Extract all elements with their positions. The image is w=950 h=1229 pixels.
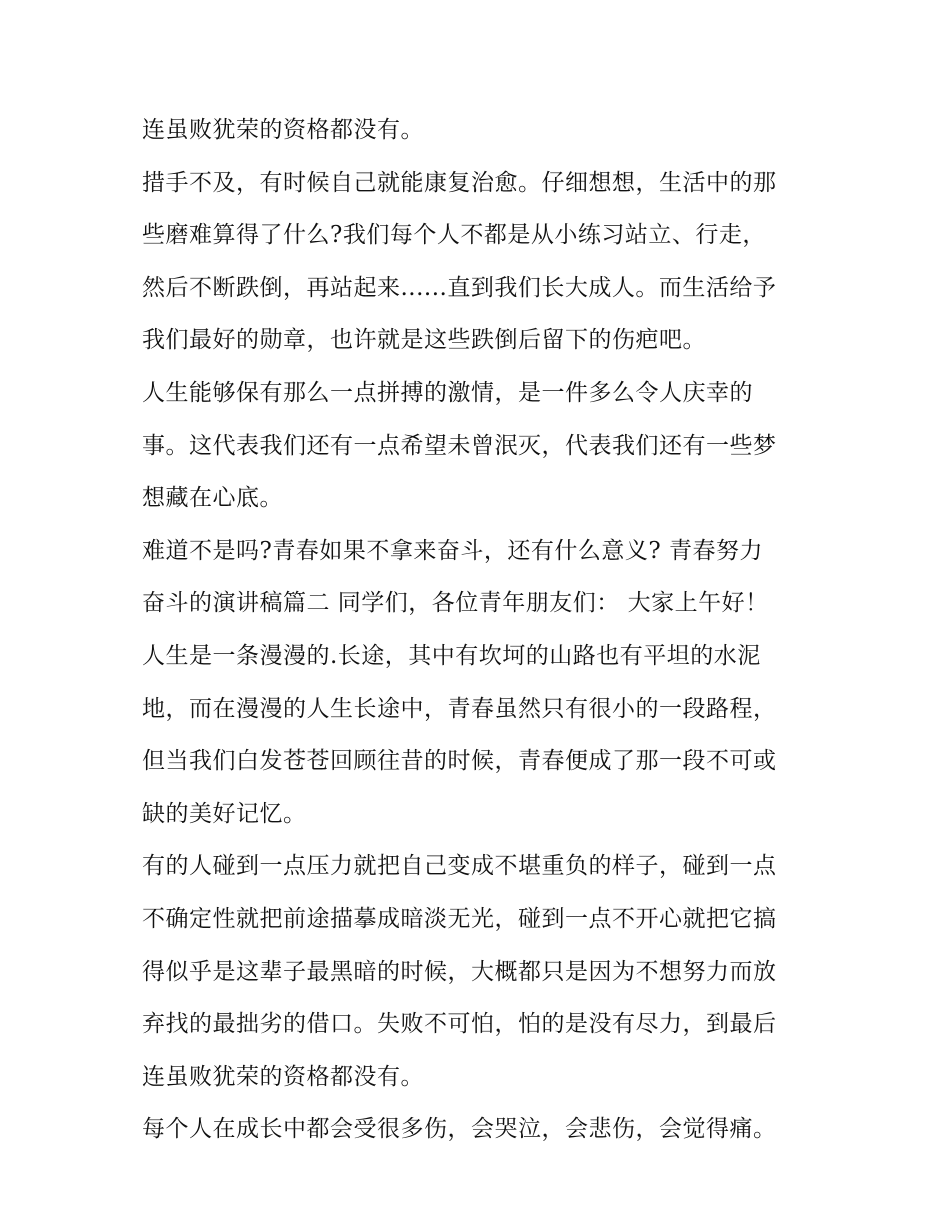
text-line-10: 奋斗的演讲稿篇二 同学们，各位青年朋友们： 大家上午好！ [142,590,769,617]
text-line-1: 连虽败犹荣的资格都没有。 [142,117,424,143]
text-line-14: 缺的美好记忆。 [142,800,307,827]
text-line-2: 措手不及，有时候自己就能康复治愈。仔细想想，生活中的那 [142,169,777,196]
text-line-15: 有的人碰到一点压力就把自己变成不堪重负的样子，碰到一点 [142,853,777,880]
text-line-16: 不确定性就把前途描摹成暗淡无光，碰到一点不开心就把它搞 [142,905,777,932]
text-line-17: 得似乎是这辈子最黑暗的时候，大概都只是因为不想努力而放 [142,958,777,985]
text-line-13: 但当我们白发苍苍回顾往昔的时候，青春便成了那一段不可或 [142,748,777,775]
text-line-18: 弃找的最拙劣的借口。失败不可怕，怕的是没有尽力，到最后 [142,1011,777,1038]
text-line-3: 些磨难算得了什么?我们每个人不都是从小练习站立、行走， [142,222,766,249]
text-line-19: 连虽败犹荣的资格都没有。 [142,1063,424,1090]
text-line-5: 我们最好的勋章，也许就是这些跌倒后留下的伤疤吧。 [142,327,706,354]
document-body [142,104,822,1156]
text-line-8: 想藏在心底。 [142,485,283,512]
text-line-20: 每个人在成长中都会受很多伤，会哭泣，会悲伤，会觉得痛。 [142,1116,777,1143]
text-line-11: 人生是一条漫漫的.长途，其中有坎坷的山路也有平坦的水泥 [142,642,761,669]
text-line-9: 难道不是吗?青春如果不拿来奋斗，还有什么意义? 青春努力 [142,537,763,564]
text-line-12: 地，而在漫漫的人生长途中，青春虽然只有很小的一段路程， [142,695,777,722]
text-line-6: 人生能够保有那么一点拼搏的激情，是一件多么令人庆幸的 [142,379,753,406]
text-line-7: 事。这代表我们还有一点希望未曾泯灭，代表我们还有一些梦 [142,432,777,459]
text-line-4: 然后不断跌倒，再站起来......直到我们长大成人。而生活给予 [142,274,777,301]
